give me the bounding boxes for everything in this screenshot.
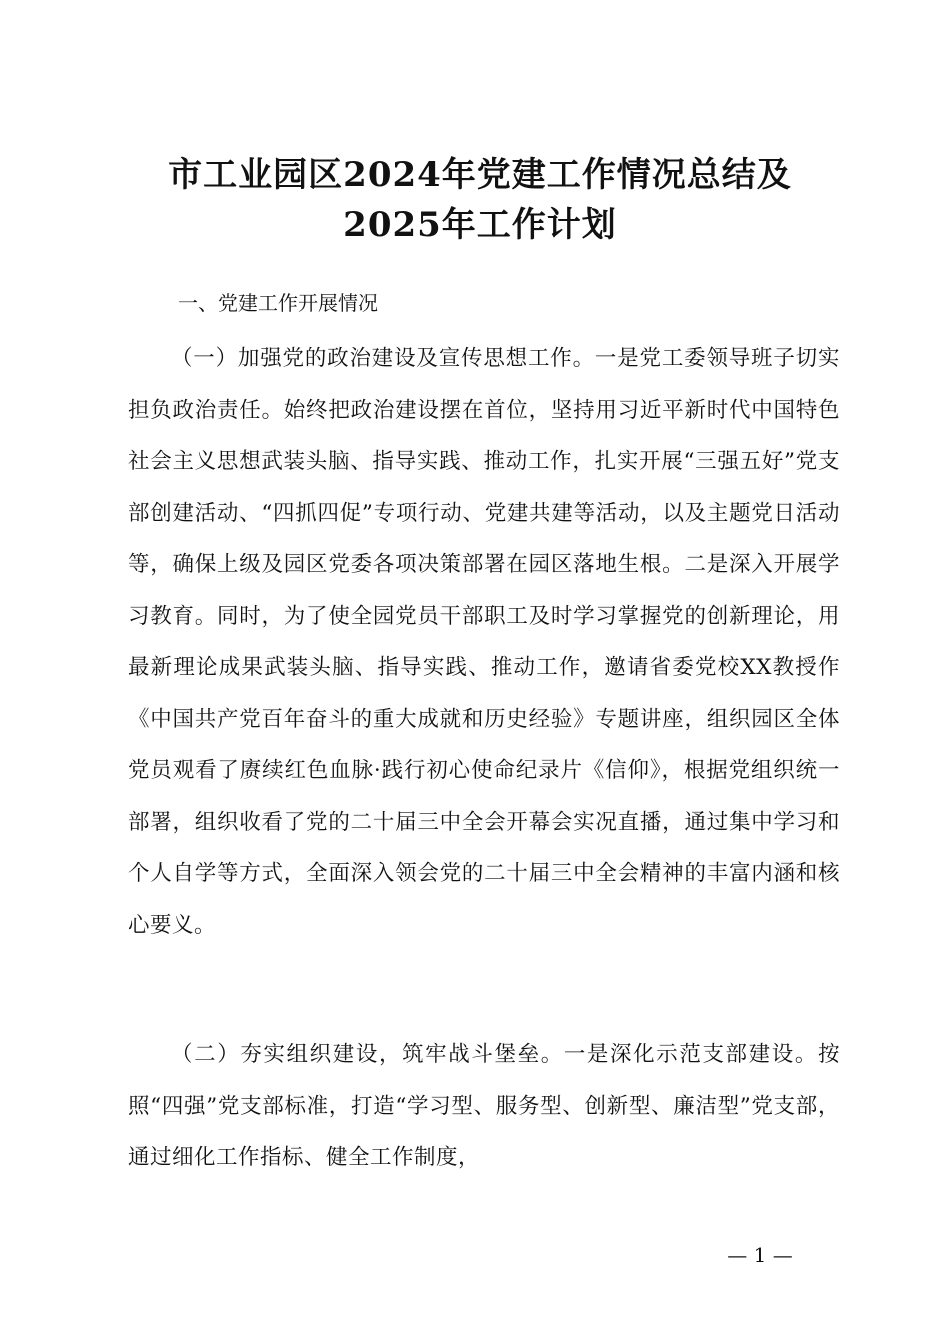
section-heading: 一、党建工作开展情况 [178, 291, 378, 315]
page-number: — 1 — [727, 1243, 793, 1267]
document-title: 市工业园区2024年党建工作情况总结及2025年工作计划 [168, 155, 792, 245]
body-paragraph-2: （二）夯实组织建设，筑牢战斗堡垒。一是深化示范支部建设。按照“四强”党支部标准，打造“学习型、服务型、创新型、廉洁型”党支部，通过细化工作指标、健全工作制度， [128, 1042, 840, 1170]
body-paragraph-1: （一）加强党的政治建设及宣传思想工作。一是党工委领导班子切实担负政治责任。始终把政治建设摆在首位，坚持用习近平新时代中国特色社会主义思想武装头脑、指导实践、推动工作，扎实开展“三强五好”党支部创建活动、“四抓四促”专项行动、党建共建等活动，以及主题党日活动等，确保上级及园区党委各项决策部署在园区落地生根。二是深入开展学习教育。同时，为了使全园党员干部职工及时学习掌握党的创新理论，用最新理论成果武装头脑、指导实践、推动工作，邀请省委党校XX教授作《中国共产党百年奋斗的重大成就和历史经验》专题讲座，组织园区全体党员观看了赓续红色血脉·践行初心使命纪录片《信仰》，根据党组织统一部署，组织收看了党的二十届三中全会开幕会实况直播，通过集中学习和个人自学等方式，全面深入领会党的二十届三中全会精神的丰富内涵和核心要义。 [128, 346, 840, 938]
